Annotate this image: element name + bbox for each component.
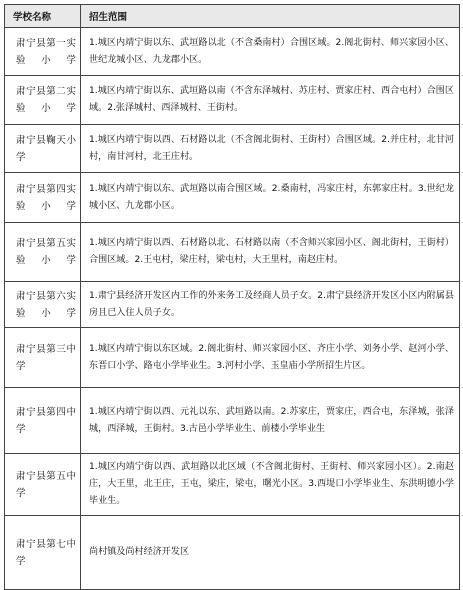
school-name-cell: 肃宁县第四中学 — [5, 388, 81, 454]
table-row — [5, 223, 460, 282]
school-name-cell: 肃宁县第二实验小学 — [5, 76, 81, 125]
table-row — [5, 388, 460, 454]
table-row — [5, 76, 460, 125]
table-header-row — [5, 5, 460, 28]
table-row — [5, 454, 460, 516]
table-row — [5, 328, 460, 388]
enrollment-range-cell: 尚村镇及尚村经济开发区 — [81, 516, 460, 590]
header-enrollment-range: 招生范围 — [81, 5, 460, 28]
enrollment-range-cell: 1.城区内靖宁街以西、石材路以北、石材路以南（不含师兴家园小区、阁北街村，王街村）合围区域。2.王屯村，梁庄村，梁屯村，大王里村，南赵庄村。 — [81, 223, 460, 282]
enrollment-range-cell: 1.城区内靖宁街以东、武垣路以南合围区域。2.桑南村，冯家庄村，东郭家庄村。3.世纪龙城小区、九龙郡小区。 — [81, 173, 460, 223]
enrollment-range-cell: 1.肃宁县经济开发区内工作的外来务工及经商人员子女。2.肃宁县经济开发区小区内附属县房且已入住人员子女。 — [81, 282, 460, 328]
table-row — [5, 125, 460, 173]
school-name-cell: 肃宁县鞠天小学 — [5, 125, 81, 173]
enrollment-range-cell: 1.城区内靖宁街以东、武垣路以北（不含桑南村）合围区域。2.阁北街村、师兴家园小区、世纪龙城小区、九龙郡小区。 — [81, 28, 460, 76]
table-row — [5, 516, 460, 590]
school-name-cell: 肃宁县第六实验小学 — [5, 282, 81, 328]
enrollment-range-cell: 1.城区内靖宁街以西、武垣路以北区域（不含阁北街村、王街村、师兴家园小区）。2.南赵庄，大王里，北王庄，王屯，梁庄，梁屯，曙光小区。3.西堤口小学毕业生、东洪明德小学毕业生。 — [81, 454, 460, 516]
school-name-cell: 肃宁县第三中学 — [5, 328, 81, 388]
header-school-name: 学校名称 — [5, 5, 81, 28]
school-name-cell: 肃宁县第七中学 — [5, 516, 81, 590]
enrollment-range-cell: 1.城区内靖宁街以西、石材路以北（不含阁北街村、王街村）合围区域。2.并庄村，北甘河村，南甘河村，北王庄村。 — [81, 125, 460, 173]
table-row — [5, 173, 460, 223]
enrollment-range-cell: 1.城区内靖宁街以东、武垣路以南（不含东泽城村、苏庄村、贾家庄村、西合屯村）合围区域。2.张泽城村、西泽城村、王街村。 — [81, 76, 460, 125]
enrollment-range-cell: 1.城区内靖宁街以西、元礼以东、武垣路以南。2.苏家庄，贾家庄，西合屯，东泽城，张泽城，西泽城，王街村。3.古邑小学毕业生、前楼小学毕业生 — [81, 388, 460, 454]
table-row — [5, 282, 460, 328]
enrollment-range-cell: 1.城区内靖宁街以东区域。2.阁北街村、师兴家园小区、齐庄小学、刘务小学、赵河小学、东晋口小学、路屯小学毕业生。3.河村小学、玉皇庙小学所招生片区。 — [81, 328, 460, 388]
school-name-cell: 肃宁县第五实验小学 — [5, 223, 81, 282]
table-body — [5, 28, 460, 590]
school-name-cell: 肃宁县第五中学 — [5, 454, 81, 516]
enrollment-table — [4, 4, 460, 590]
table-row — [5, 28, 460, 76]
school-name-cell: 肃宁县第四实验小学 — [5, 173, 81, 223]
school-name-cell: 肃宁县第一实验小学 — [5, 28, 81, 76]
